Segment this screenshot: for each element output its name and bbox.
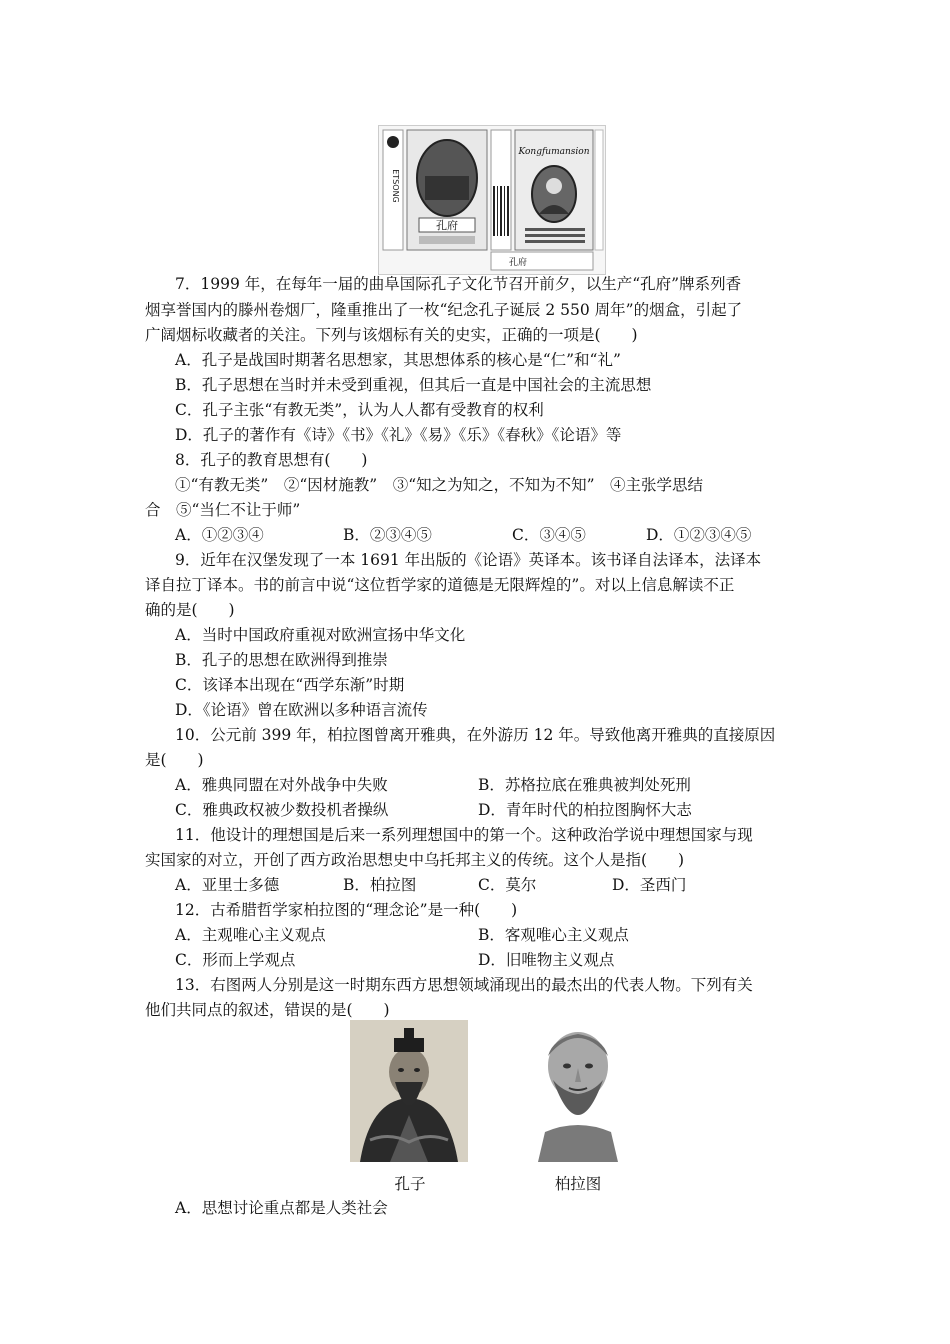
caption-confucius: 孔子 bbox=[394, 1175, 426, 1193]
q13-line-1: 13．右图两人分别是这一时期东西方思想领域涌现出的最杰出的代表人物。下列有关 bbox=[175, 976, 753, 994]
side-text: ETSONG bbox=[391, 169, 400, 203]
q8-items-line-1: ①“有教无类” ②“因材施教” ③“知之为知之，不知为不知” ④主张学思结 bbox=[175, 476, 704, 494]
q9-line-1: 9．近年在汉堡发现了一本 1691 年出版的《论语》英译本。该书译自法译本，法译本 bbox=[175, 551, 762, 569]
q7-option-d: D．孔子的著作有《诗》《书》《礼》《易》《乐》《春秋》《论语》等 bbox=[175, 426, 622, 444]
cigarette-box-figure bbox=[378, 125, 606, 275]
q10-line-2: 是( ) bbox=[145, 751, 204, 769]
q12-option-c: C．形而上学观点 bbox=[175, 951, 296, 969]
q9-option-d: D．《论语》曾在欧洲以多种语言流传 bbox=[175, 701, 428, 719]
q11-option-a: A．亚里士多德 bbox=[175, 876, 280, 894]
q12-option-d: D．旧唯物主义观点 bbox=[478, 951, 615, 969]
q8-option-b: B．②③④⑤ bbox=[343, 526, 432, 544]
q9-option-b: B．孔子的思想在欧洲得到推崇 bbox=[175, 651, 388, 669]
q8-option-a: A．①②③④ bbox=[175, 526, 264, 544]
q7-line-1: 7．1999 年，在每年一届的曲阜国际孔子文化节召开前夕，以生产“孔府”牌系列香 bbox=[175, 275, 742, 293]
q8-stem: 8．孔子的教育思想有( ) bbox=[175, 451, 368, 469]
q7-option-a: A．孔子是战国时期著名思想家，其思想体系的核心是“仁”和“礼” bbox=[175, 351, 621, 369]
q7-option-b: B．孔子思想在当时并未受到重视，但其后一直是中国社会的主流思想 bbox=[175, 376, 652, 394]
q8-option-c: C．③④⑤ bbox=[512, 526, 586, 544]
q10-option-d: D．青年时代的柏拉图胸怀大志 bbox=[478, 801, 692, 819]
front-brand-text: 孔府 bbox=[436, 219, 458, 232]
q7-line-2: 烟享誉国内的滕州卷烟厂，隆重推出了一枚“纪念孔子诞辰 2 550 周年”的烟盒，引起了 bbox=[145, 301, 743, 319]
q11-option-c: C．莫尔 bbox=[478, 876, 537, 894]
q9-option-a: A．当时中国政府重视对欧洲宣扬中华文化 bbox=[175, 626, 466, 644]
q11-line-1: 11．他设计的理想国是后来一系列理想国中的第一个。这种政治学说中理想国家与现 bbox=[175, 826, 753, 844]
q7-option-c: C．孔子主张“有教无类”，认为人人都有受教育的权利 bbox=[175, 401, 544, 419]
q9-line-3: 确的是( ) bbox=[145, 601, 235, 619]
plato-bust bbox=[523, 1020, 633, 1162]
caption-plato: 柏拉图 bbox=[554, 1175, 602, 1193]
q9-line-2: 译自拉丁译本。书的前言中说“这位哲学家的道德是无限辉煌的”。对以上信息解读不正 bbox=[145, 576, 735, 594]
bottom-label: 孔府 bbox=[509, 258, 528, 268]
q10-option-c: C．雅典政权被少数投机者操纵 bbox=[175, 801, 389, 819]
q12-option-a: A．主观唯心主义观点 bbox=[175, 926, 326, 944]
confucius-portrait bbox=[350, 1020, 468, 1162]
back-brand-script: Kongfumansion bbox=[518, 147, 590, 157]
q8-items-line-2: 合 ⑤“当仁不让于师” bbox=[145, 501, 301, 519]
q10-option-b: B．苏格拉底在雅典被判处死刑 bbox=[478, 776, 691, 794]
q11-line-2: 实国家的对立，开创了西方政治思想史中乌托邦主义的传统。这个人是指( ) bbox=[145, 851, 685, 869]
q9-option-c: C．该译本出现在“西学东渐”时期 bbox=[175, 676, 405, 694]
q13-line-2: 他们共同点的叙述，错误的是( ) bbox=[145, 1001, 390, 1019]
q11-option-d: D．圣西门 bbox=[612, 876, 687, 894]
q13-option-a: A．思想讨论重点都是人类社会 bbox=[175, 1199, 388, 1217]
q8-option-d: D．①②③④⑤ bbox=[646, 526, 752, 544]
q12-option-b: B．客观唯心主义观点 bbox=[478, 926, 629, 944]
cigarette-box-image bbox=[379, 126, 605, 274]
q11-option-b: B．柏拉图 bbox=[343, 876, 417, 894]
q10-line-1: 10．公元前 399 年，柏拉图曾离开雅典，在外游历 12 年。导致他离开雅典的直接原因 bbox=[175, 726, 776, 744]
q10-option-a: A．雅典同盟在对外战争中失败 bbox=[175, 776, 388, 794]
q12-stem: 12．古希腊哲学家柏拉图的“理念论”是一种( ) bbox=[175, 901, 518, 919]
q7-line-3: 广阔烟标收藏者的关注。下列与该烟标有关的史实，正确的一项是( ) bbox=[145, 326, 638, 344]
